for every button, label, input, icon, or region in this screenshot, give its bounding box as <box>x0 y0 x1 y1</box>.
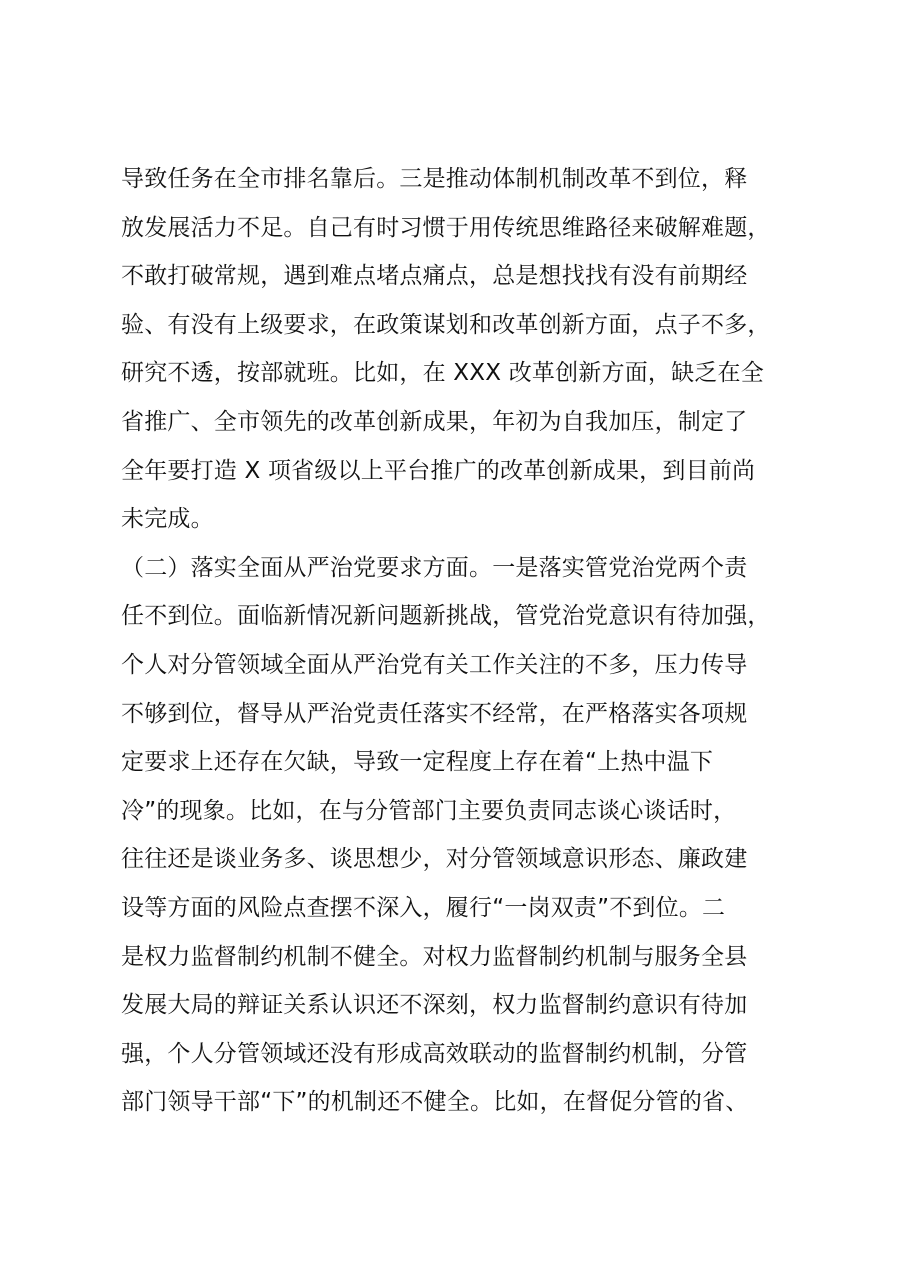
text-line: 研究不透，按部就班。比如，在 XXX 改革创新方面，缺乏在全 <box>121 360 764 387</box>
text-line: 省推广、全市领先的改革创新成果，年初为自我加压，制定了 <box>121 408 748 435</box>
text-line: 发展大局的辩证关系认识还不深刻，权力监督制约意识有待加 <box>121 992 748 1019</box>
text-line: 个人对分管领域全面从严治党有关工作关注的不多，压力传导 <box>121 651 748 678</box>
text-line: 验、有没有上级要求，在政策谋划和改革创新方面，点子不多， <box>121 311 771 338</box>
text-line: 定要求上还存在欠缺，导致一定程度上存在着“上热中温下 <box>121 749 714 776</box>
text-line: 全年要打造 X 项省级以上平台推广的改革创新成果，到目前尚 <box>121 457 756 484</box>
text-line: 未完成。 <box>121 506 214 533</box>
text-line: 任不到位。面临新情况新问题新挑战，管党治党意识有待加强， <box>121 603 771 630</box>
text-line: 强，个人分管领域还没有形成高效联动的监督制约机制，分管 <box>121 1040 748 1067</box>
text-line: 导致任务在全市排名靠后。三是推动体制机制改革不到位，释 <box>121 166 748 192</box>
text-line: 不够到位，督导从严治党责任落实不经常，在严格落实各项规 <box>121 700 748 727</box>
section-heading-line: （二）落实全面从严治党要求方面。一是落实管党治党两个责 <box>121 554 748 581</box>
text-line: 往往还是谈业务多、谈思想少，对分管领域意识形态、廉政建 <box>121 846 748 873</box>
text-line: 放发展活力不足。自己有时习惯于用传统思维路径来破解难题， <box>121 214 771 241</box>
text-line: 冷”的现象。比如，在与分管部门主要负责同志谈心谈话时， <box>121 797 737 824</box>
text-line: 不敢打破常规，遇到难点堵点痛点，总是想找找有没有前期经 <box>121 263 748 290</box>
text-line: 设等方面的风险点查摆不深入，履行“一岗双责”不到位。二 <box>121 894 726 921</box>
document-body <box>121 155 811 1127</box>
text-line: 是权力监督制约机制不健全。对权力监督制约机制与服务全县 <box>121 943 748 970</box>
text-line: 部门领导干部“下”的机制还不健全。比如，在督促分管的省、 <box>121 1089 749 1116</box>
